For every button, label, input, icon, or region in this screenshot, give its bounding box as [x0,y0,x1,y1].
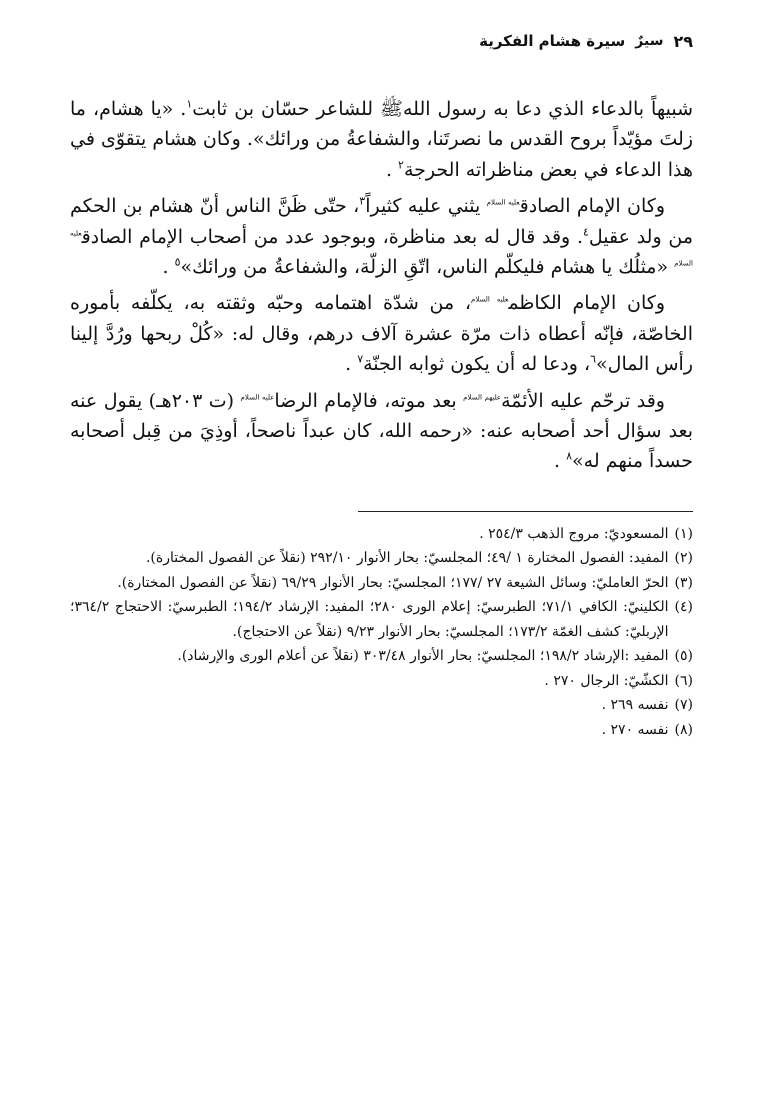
text: للشاعر حسّان بن ثابت [192,98,381,120]
footnotes [70,522,693,743]
text: . [385,158,399,181]
text: وكان الإمام الكاظم [508,292,666,315]
text: يثني عليه كثيراً [365,195,487,218]
paragraph-3 [70,288,693,379]
text: . [554,450,567,473]
footnote [70,644,693,669]
paragraph-1 [70,94,693,185]
footnote-ref[interactable]: ٢ [398,158,404,172]
footnote-text: المفيد :الإرشاد ١٩٨/٢؛ المجلسيّ: بحار الأنوار ٣٠٣/٤٨ (نقلاً عن أعلام الورى والإرشاد). [177,648,669,665]
text: . «يا هشام، ما زلتَ مؤيّداً بروح القدس ما نصرتَنا، والشفاعةُ من ورائك». وكان هشام يتقوّى في هذا الدعاء في بعض مناظراته الحرجة [70,98,693,181]
text: بعد موته، فالإمام الرضا [274,389,464,412]
footnote-number: (٧) [674,697,693,714]
footnote-number: (٢) [674,550,693,567]
text: ، حتّى ظَنَّ الناس أنّ هشام بن الحكم من ولد عقيل [70,195,693,248]
text: «مثلُك يا هشام فليكلّم الناس، اتّقِ الزلّة، والشفاعةُ من ورائك» [180,255,675,278]
footnote-ref[interactable]: ١ [186,97,193,111]
text: وقد ترحّم عليه الأئمّة [501,389,665,412]
footnote-text: المفيد: الفصول المختارة ١ /٤٩؛ المجلسيّ: بحار الأنوار ٢٩٢/١٠ (نقلاً عن الفصول المختارة). [145,550,669,567]
footnote-number: (٦) [674,672,693,689]
honorific: عليه السلام [471,296,509,305]
footnote-text: نفسه ٢٦٩ . [601,697,669,714]
text: . [345,353,358,376]
footnote-text: الحرّ العامليّ: وسائل الشيعة ٢٧ /١٧٧؛ المجلسيّ: بحار الأنوار ٦٩/٢٩ (نقلاً عن الفصول المختارة). [117,574,669,591]
footnote-ref[interactable]: ٥ [174,255,181,269]
footnote [70,693,693,718]
footnote [70,522,693,547]
honorific: عليهم السلام [463,393,502,402]
paragraph-2 [70,191,693,282]
footnote-number: (٨) [674,721,693,738]
footnote [70,571,693,596]
footnote-number: (٣) [674,574,693,591]
text: ، ودعا له أن يكون ثوابه الجنّة [363,353,591,376]
footnote-ref[interactable]: ٦ [590,352,597,366]
header-separator: سيرٌ [635,33,664,49]
footnote-number: (٤) [674,599,693,616]
running-head [70,28,693,54]
footnote [70,718,693,743]
honorific: عليه السلام [70,229,693,268]
footnote-ref[interactable]: ٧ [357,352,364,366]
main-text [70,94,693,477]
footnote-number: (١) [674,525,693,542]
footnote-number: (٥) [674,648,693,665]
text: . [162,255,175,278]
footnote-text: الكلينيّ: الكافي ٧١/١؛ الطبرسيّ: إعلام الورى ٢٨٠؛ المفيد: الإرشاد ١٩٤/٢؛ الطبرسيّ: الاحتجاج ٣٦٤/٢؛ الإربليّ: كشف الغمّة ١٧٣/٢؛ المجلسيّ: بحار الأنوار ٩/٢٣ (نقلاً عن الاحتجاج). [70,599,669,640]
text: ، من شدّة اهتمامه وحبّه وثقته به، يكلّفه بأموره الخاصّة، فإنّه أعطاه ذات مرّة عشرة آلاف درهم، وقال له: «كُلْ ربحها ورُدَّ إلينا رأس المال» [70,292,693,376]
page-number: ٢٩ [673,31,693,51]
honorific: عليه السلام [486,198,520,207]
footnote [70,546,693,571]
paragraph-4 [70,386,693,477]
text: (ت ٢٠٣هـ) يقول عنه بعد سؤال أحد أصحابه عنه: «رحمه الله، كان عبداً ناصحاً، أوذِيَ من قِبل أصحابه حسداً منهم له» [70,389,693,473]
footnote-text: الكشّيّ: الرجال ٢٧٠ . [544,672,669,689]
text: وكان الإمام الصادق [519,195,666,218]
footnote [70,669,693,694]
footnote-ref[interactable]: ٣ [359,194,366,208]
footnote-ref[interactable]: ٨ [566,449,573,463]
text: . وقد قال له بعد مناظرة، وبوجود عدد من أصحاب الإمام الصادق [81,225,583,248]
text: شبيهاً بالدعاء الذي دعا به رسول الله [403,98,693,120]
running-title: سيرة هشام الفكرية [479,32,626,50]
honorific: عليه السلام [240,393,275,402]
honorific: ﷺ [380,98,403,120]
footnote-divider [358,511,693,512]
footnote-ref[interactable]: ٤ [582,225,589,239]
footnote [70,595,693,644]
footnote-text: نفسه ٢٧٠ . [601,721,669,738]
footnote-text: المسعوديّ: مروج الذهب ٢٥٤/٣ . [479,525,669,542]
